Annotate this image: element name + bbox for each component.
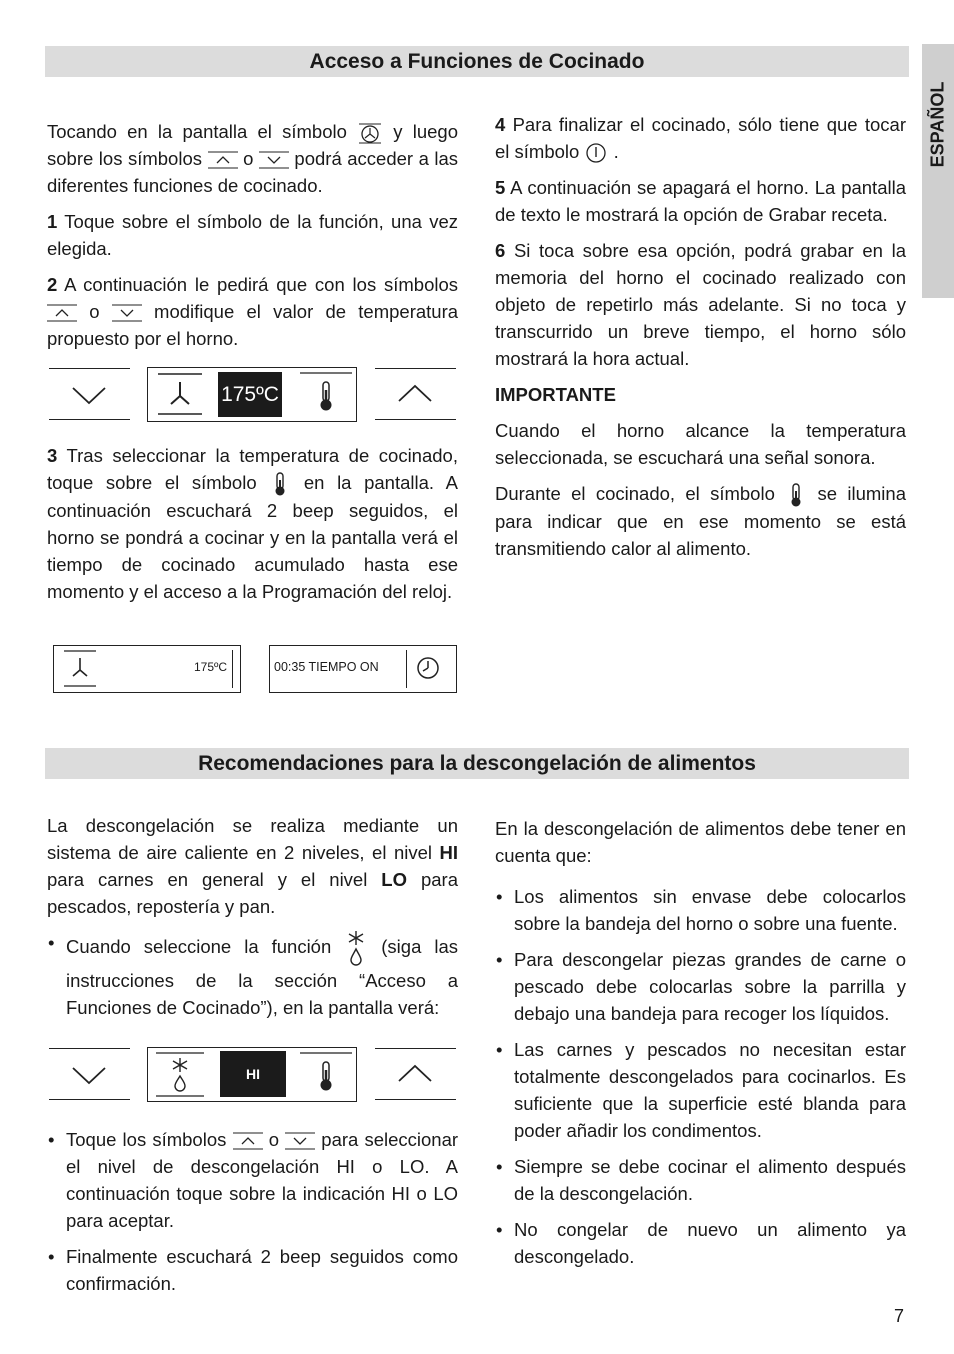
- display-panel-cooking: [53, 645, 241, 693]
- defrost-icon: [152, 1052, 208, 1097]
- chevron-down-icon: [49, 369, 130, 418]
- down-arrow-icon: [285, 1132, 315, 1150]
- section1-left-column: [47, 118, 458, 361]
- display-panel-temperature: [147, 367, 357, 422]
- important-heading: IMPORTANTE: [495, 384, 616, 405]
- power-icon: [584, 142, 608, 164]
- list-item: • Siempre se debe cocinar el alimento después de la descongelación.: [495, 1153, 906, 1207]
- step-3: 3 Tras seleccionar la temperatura de cocinado, toque sobre el símbolo en la pantalla. A continuación escuchará 2 beep seguidos, el horno se pondrá a cocinar y en la pantalla verá el tiempo de cocinado acumulado hasta ese momento y el acceso a la Programación del reloj.: [47, 445, 458, 603]
- down-arrow-icon: [259, 151, 289, 169]
- thermometer-icon: [300, 372, 352, 417]
- thermometer-icon: [785, 482, 807, 508]
- temperature-readout: 175ºC: [218, 372, 282, 417]
- down-arrow-icon: [112, 304, 142, 322]
- fan-function-icon: [60, 648, 100, 690]
- display-divider: [406, 650, 407, 688]
- section-title-defrosting: Recomendaciones para la descongelación de alimentos: [45, 748, 909, 779]
- important-paragraph-1: Cuando el horno alcance la temperatura seleccionada, se escuchará una señal sonora.: [495, 420, 906, 468]
- defrost-bullet-2: • Toque los símbolos o para seleccionar el nivel de descongelación HI o LO. A continuación toque sobre la indicación HI o LO para aceptar.: [47, 1126, 458, 1234]
- language-tab: [922, 44, 954, 298]
- step-6: 6 Si toca sobre esa opción, podrá grabar en la memoria del horno el cocinado realizado con objeto de repetirlo más adelante. Si no toca y transcurrido un breve tiempo, el horno sólo mostrará la hora actual.: [495, 240, 906, 369]
- defrost-intro: La descongelación se realiza mediante un sistema de aire caliente en 2 niveles, el nivel HI para carnes en general y el nivel LO para pescados, repostería y pan.: [47, 815, 459, 917]
- display-divider: [232, 650, 233, 688]
- language-label: ESPAÑOL: [927, 81, 948, 168]
- list-item: • Las carnes y pescados no necesitan estar totalmente descongelados para cocinarlos. Es suficiente que la superficie esté blanda para poder añadir los condimentos.: [495, 1036, 906, 1144]
- display-up-button: [375, 368, 456, 420]
- up-arrow-icon: [233, 1132, 263, 1150]
- defrost-bullet-1: • Cuando seleccione la función (siga las instrucciones de la sección “Acceso a Funciones de Cocinado”), en la pantalla verá:: [47, 929, 458, 1021]
- defrost-icon: [344, 929, 368, 967]
- defrost-bullet-3: • Finalmente escuchará 2 beep seguidos como confirmación.: [47, 1243, 458, 1297]
- list-item: • No congelar de nuevo un alimento ya descongelado.: [495, 1216, 906, 1270]
- display-down-button: [49, 368, 130, 420]
- fan-function-icon: [152, 370, 208, 418]
- oven-menu-icon: [357, 122, 383, 144]
- display-panel-timer: [269, 645, 457, 693]
- timer-readout: 00:35 TIEMPO ON: [274, 660, 379, 674]
- section2-left-column: [47, 812, 458, 1030]
- thermometer-icon: [300, 1052, 352, 1097]
- chevron-up-icon: [375, 369, 456, 418]
- defrost-level-readout: HI: [220, 1051, 286, 1097]
- step-1: 1 Toque sobre el símbolo de la función, una vez elegida.: [47, 211, 459, 259]
- page-number: 7: [894, 1306, 905, 1326]
- step-5: 5 A continuación se apagará el horno. La pantalla de texto le mostrará la opción de Grabar receta.: [495, 177, 906, 225]
- display-down-button: [49, 1048, 130, 1100]
- chevron-up-icon: [375, 1049, 456, 1098]
- thermometer-icon: [269, 471, 291, 497]
- list-item: • Los alimentos sin envase debe colocarlos sobre la bandeja del horno o sobre una fuente.: [495, 883, 906, 937]
- intro-paragraph: Tocando en la pantalla el símbolo y luego sobre los símbolos o podrá acceder a las diferentes funciones de cocinado.: [47, 121, 459, 196]
- section1-right-column: [495, 111, 906, 571]
- clock-icon: [416, 654, 440, 682]
- temperature-small-readout: 175ºC: [194, 660, 228, 674]
- section-title-cooking-functions: Acceso a Funciones de Cocinado: [45, 46, 909, 77]
- up-arrow-icon: [47, 304, 77, 322]
- list-item: • Para descongelar piezas grandes de carne o pescado debe colocarlas sobre la parrilla y debajo una bandeja para recoger los líquidos.: [495, 946, 906, 1027]
- step-2: 2 A continuación le pedirá que con los símbolos o modifique el valor de temperatura propuesto por el horno.: [47, 274, 459, 349]
- display-up-button: [375, 1048, 456, 1100]
- chevron-down-icon: [49, 1049, 130, 1098]
- step-4: 4 Para finalizar el cocinado, sólo tiene que tocar el símbolo .: [495, 111, 906, 165]
- up-arrow-icon: [208, 151, 238, 169]
- important-paragraph-2: Durante el cocinado, el símbolo se ilumina para indicar que en ese momento se está transmitiendo calor al alimento.: [495, 483, 906, 560]
- defrost-right-intro: En la descongelación de alimentos debe tener en cuenta que:: [495, 818, 906, 866]
- section2-left-column-lower: [47, 1126, 458, 1306]
- display-panel-defrost: [147, 1047, 357, 1102]
- section2-right-column: [495, 815, 906, 1279]
